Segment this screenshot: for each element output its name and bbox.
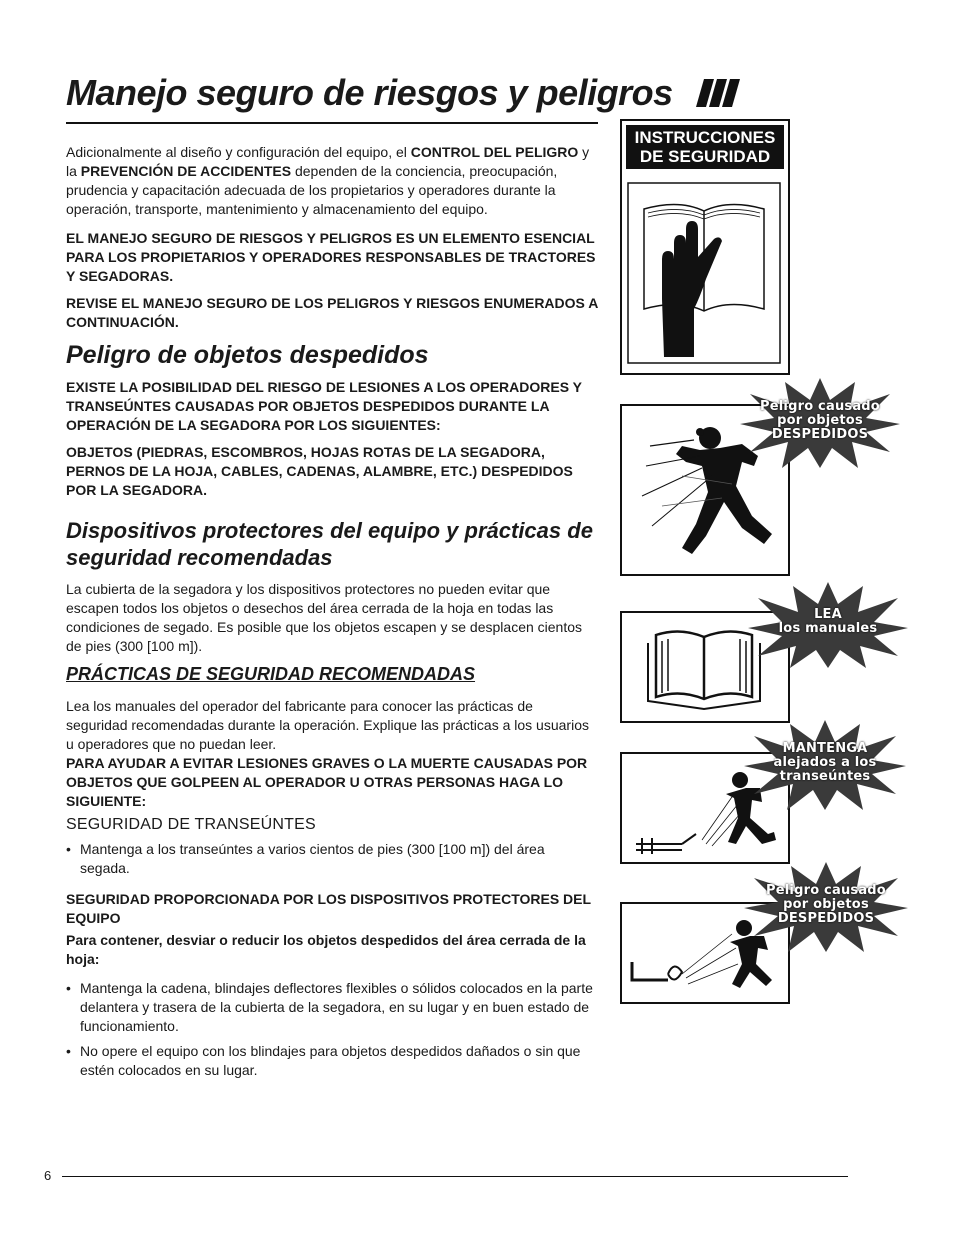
intro-text-a: Adicionalmente al diseño y configuración del equipo, el xyxy=(66,144,411,160)
thrown-objects-paragraph-1: EXISTE LA POSIBILIDAD DEL RIESGO DE LESIONES A LOS OPERADORES Y TRANSEÚNTES CAUSADAS POR OBJETOS DESPEDIDOS DURANTE LA OPERACIÓN DE LA SEGADORA POR LOS SIGUIENTES: xyxy=(66,379,582,433)
list-item: • No opere el equipo con los blindajes para objetos despedidos dañados o sin que estén colocados en su lugar. xyxy=(80,1042,598,1080)
bystander-list xyxy=(66,840,598,878)
page-number: 6 xyxy=(44,1168,52,1183)
safety-instructions-figure xyxy=(620,119,790,375)
burst-line: los manuales xyxy=(778,621,878,636)
list-item: • Mantenga a los transeúntes a varios cientos de pies (300 [100 m]) del área segada. xyxy=(80,840,598,878)
safety-practices-warning: PARA AYUDAR A EVITAR LESIONES GRAVES O LA MUERTE CAUSADAS POR OBJETOS QUE GOLPEEN AL OPERADOR U OTRAS PERSONAS HAGA LO SIGUIENTE: xyxy=(66,755,588,809)
safety-practices-section xyxy=(66,665,598,1080)
protective-devices-section xyxy=(66,517,598,656)
bystander-safety-heading: SEGURIDAD DE TRANSEÚNTES xyxy=(66,816,316,833)
intro-text-e: dependen de la conciencia, preocupación, prudencia y capacitación adecuada de los propietarios y operadores durante la operación, transporte, mantenimiento y almacenamiento del equipo. xyxy=(66,163,558,217)
intro-section xyxy=(66,143,598,332)
intro-paragraph xyxy=(66,143,598,219)
intro-text-b: CONTROL DEL PELIGRO xyxy=(410,144,579,160)
footer-rule xyxy=(62,1176,848,1177)
burst-label-keep-bystanders xyxy=(744,742,906,784)
intro-text-d: PREVENCIÓN DE ACCIDENTES xyxy=(80,163,292,179)
intro-emphasis-2: REVISE EL MANEJO SEGURO DE LOS PELIGROS Y RIESGOS ENUMERADOS A CONTINUACIÓN. xyxy=(66,295,598,330)
section-heading-thrown-objects: Peligro de objetos despedidos xyxy=(66,341,429,369)
thrown-objects-section xyxy=(66,342,598,500)
burst-line: DESPEDIDOS xyxy=(771,427,869,442)
page-title xyxy=(66,72,740,116)
thrown-objects-paragraph-2: OBJETOS (PIEDRAS, ESCOMBROS, HOJAS ROTAS DE LA SEGADORA, PERNOS DE LA HOJA, CABLES, CADENAS, ALAMBRE, ETC.) DESPEDIDOS POR LA SEGADORA. xyxy=(66,444,573,498)
title-slash-marks xyxy=(696,74,740,116)
burst-line: transeúntes xyxy=(779,769,871,784)
intro-text-c: y la xyxy=(66,144,590,179)
burst-line: MANTENGA xyxy=(782,741,868,756)
instr-line-1: INSTRUCCIONES xyxy=(634,128,776,147)
reading-book-icon xyxy=(624,179,784,369)
burst-label-mower-thrown-objects xyxy=(744,884,908,926)
burst-line: alejados a los xyxy=(773,755,877,770)
section-heading-protective-devices: Dispositivos protectores del equipo y prácticas de seguridad recomendadas xyxy=(66,518,593,570)
burst-line: por objetos xyxy=(783,897,869,912)
instr-line-2: DE SEGURIDAD xyxy=(639,147,771,166)
burst-line: DESPEDIDOS xyxy=(777,911,875,926)
safety-instructions-header xyxy=(626,125,784,169)
intro-emphasis-1: EL MANEJO SEGURO DE RIESGOS Y PELIGROS ES UN ELEMENTO ESENCIAL PARA LOS PROPIETARIOS Y OPERADORES RESPONSABLES DE TRACTORES Y SEGADORAS. xyxy=(66,230,596,284)
burst-label-thrown-objects xyxy=(740,400,900,442)
page-title-text: Manejo seguro de riesgos y peligros xyxy=(66,72,673,113)
burst-line: LEA xyxy=(814,607,842,622)
burst-line: por objetos xyxy=(777,413,863,428)
equipment-protection-heading: SEGURIDAD PROPORCIONADA POR LOS DISPOSITIVOS PROTECTORES DEL EQUIPO xyxy=(66,891,591,926)
burst-line: Peligro causado xyxy=(766,883,886,898)
title-rule xyxy=(66,122,598,124)
list-item: • Mantenga la cadena, blindajes deflectores flexibles o sólidos colocados en la parte delantera y trasera de la cubierta de la segadora, en su lugar y en buen estado de funcionamiento. xyxy=(80,979,598,1036)
section-heading-safety-practices: PRÁCTICAS DE SEGURIDAD RECOMENDADAS xyxy=(66,664,476,684)
equipment-protection-list xyxy=(66,979,598,1080)
protective-devices-paragraph: La cubierta de la segadora y los dispositivos protectores no pueden evitar que escapen todos los objetos o desechos del área cerrada de la hoja en todas las condiciones de segado. Es posible que los objetos escapen y se desplacen cientos de pies (300 [100 m]). xyxy=(66,581,583,654)
safety-practices-paragraph-1: Lea los manuales del operador del fabricante para conocer las prácticas de seguridad recomendadas durante la operación. Explique las prácticas a los usuarios u operadores que no puedan leer. xyxy=(66,698,589,752)
burst-line: Peligro causado xyxy=(760,399,880,414)
slash-marks-icon xyxy=(696,79,740,107)
equipment-protection-intro: Para contener, desviar o reducir los objetos despedidos del área cerrada de la hoja: xyxy=(66,932,586,967)
burst-label-read-manuals xyxy=(748,608,908,636)
